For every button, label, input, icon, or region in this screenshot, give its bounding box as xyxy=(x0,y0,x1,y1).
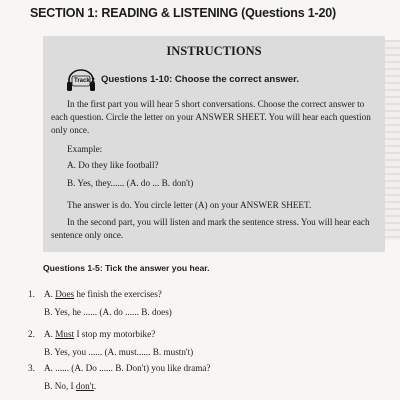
question-number: 1. xyxy=(28,289,35,299)
track-label: Track 2 xyxy=(74,78,95,84)
question-line-b: B. Yes, you ...... (A. must...... B. mustn't) xyxy=(44,347,194,357)
questions-1-5-heading: Questions 1-5: Tick the answer you hear. xyxy=(43,263,210,273)
question-line-a: A. Must I stop my motorbike? xyxy=(44,329,156,339)
question-line-a: A. Does he finish the exercises? xyxy=(44,289,162,299)
question-number: 2. xyxy=(28,329,35,339)
section-title: SECTION 1: READING & LISTENING (Questions 1-20) xyxy=(30,6,336,20)
instructions-paragraph-2: In the second part, you will listen and mark the sentence stress. You will hear each sentence only once. xyxy=(51,217,370,240)
example-question: A. Do they like football? xyxy=(67,160,159,170)
instructions-paragraph-1: In the first part you will hear 5 short conversations. Choose the correct answer to each question. Circle the letter on your ANSWER SHEET. You will hear each question only once. xyxy=(51,99,371,135)
example-label: Example: xyxy=(67,144,103,154)
question-line-b: B. No, I don't. xyxy=(44,381,97,391)
questions-1-10-heading: Questions 1-10: Choose the correct answer. xyxy=(101,74,299,85)
instructions-title: INSTRUCTIONS xyxy=(166,44,262,58)
question-line-b: B. Yes, he ...... (A. do ...... B. does) xyxy=(44,307,172,317)
question-number: 3. xyxy=(28,363,35,373)
question-line-a: A. ...... (A. Do ...... B. Don't) you like drama? xyxy=(44,363,211,373)
instructions-box xyxy=(43,36,385,252)
example-answer-options: B. Yes, they...... (A. do ... B. don't) xyxy=(67,178,194,188)
example-answer-explanation: The answer is do. You circle letter (A) on your ANSWER SHEET. xyxy=(67,200,312,210)
page-edge-bleed xyxy=(385,40,400,240)
track-row xyxy=(65,68,365,94)
